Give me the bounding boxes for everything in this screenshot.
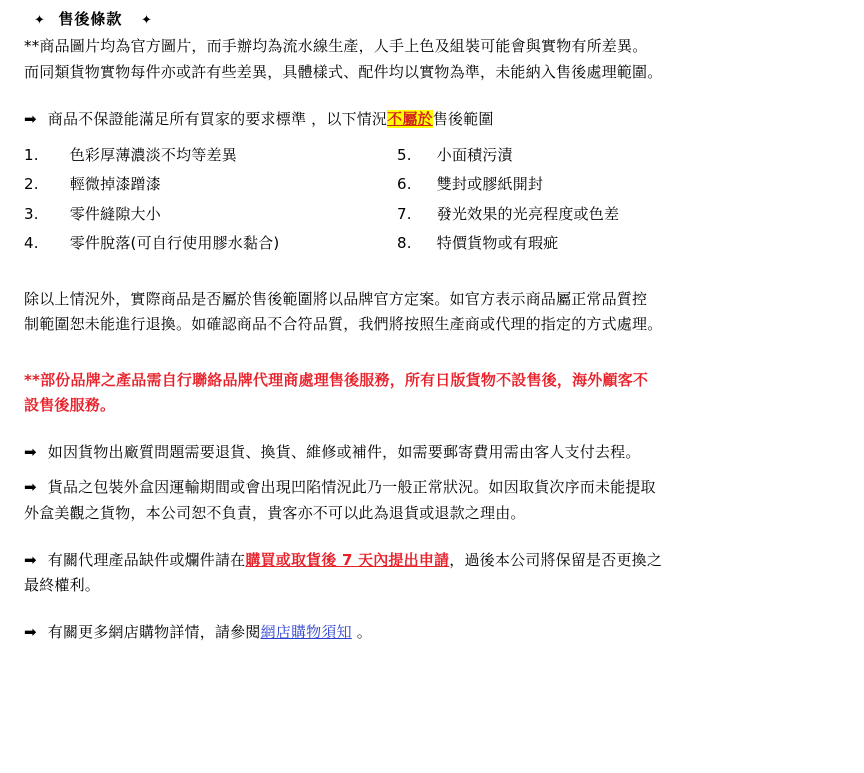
bullet-missing-parts-highlight: 購買或取貨後 7 天內提出申請 xyxy=(245,550,450,569)
bullet-packaging-text-1: 貨品之包裝外盒因運輸期間或會出現凹陷情況此乃一般正常狀況。如因取貨次序而未能提取 xyxy=(47,478,656,497)
item-text: 特價貨物或有瑕疵 xyxy=(436,233,559,252)
exclusion-list xyxy=(24,141,764,258)
bullet-shipping-fee-text: 如因貨物出廠質問題需要退貨、換貨、維修或補件，如需要郵寄費用需由客人支付去程。 xyxy=(47,443,641,461)
item-text: 輕微掉漆蹭漆 xyxy=(69,175,161,194)
diamond-right-icon: ✦ xyxy=(141,13,153,28)
bullet-shop-guide-before: 有關更多網店購物詳情，請參閱 xyxy=(47,623,261,642)
item-text: 零件縫隙大小 xyxy=(69,204,161,223)
bullet-shop-guide xyxy=(24,621,850,644)
arrow-icon: ➡ xyxy=(24,623,37,642)
spacer xyxy=(24,351,850,369)
page-title-text: 售後條款 xyxy=(58,10,123,28)
arrow-icon: ➡ xyxy=(24,478,37,497)
spacer xyxy=(24,611,850,621)
item-text: 零件脫落(可自行使用膠水黏合) xyxy=(69,233,280,252)
intro-line-2: 而同類貨物實物每件亦或許有些差異，具體樣式、配件均以實物為準，未能納入售後處理範圍。 xyxy=(24,62,663,81)
arrow-icon: ➡ xyxy=(24,109,37,128)
item-text: 雙封或膠紙開封 xyxy=(436,175,544,194)
arrow-icon: ➡ xyxy=(24,550,37,569)
spacer xyxy=(24,98,850,108)
item-text: 小面積污漬 xyxy=(436,146,513,164)
table-row xyxy=(24,141,764,170)
bullet-missing-parts-line-1 xyxy=(24,549,850,572)
item-text: 發光效果的光亮程度或色差 xyxy=(436,204,620,223)
shop-guide-link[interactable]: 網店購物須知 xyxy=(260,623,352,642)
bullet-packaging xyxy=(24,476,850,525)
bullet-missing-parts-line-2: 最終權利。 xyxy=(24,576,101,594)
spacer xyxy=(24,466,850,476)
intro-paragraph xyxy=(24,35,850,84)
table-row xyxy=(24,200,764,229)
bullet-shop-guide-after: 。 xyxy=(356,623,372,642)
policy-line-2: 制範圍恕未能進行退換。如確認商品不合符品質，我們將按照生產商或代理的指定的方式處理。 xyxy=(24,315,663,334)
bullet-packaging-line-1 xyxy=(24,476,850,499)
warning-line-2: 設售後服務。 xyxy=(24,395,116,414)
item-number: 7. xyxy=(396,204,412,223)
bullet-shipping-fee xyxy=(24,441,850,464)
arrow-icon: ➡ xyxy=(24,443,37,461)
exclusion-notice xyxy=(24,108,850,131)
item-number: 4. xyxy=(24,233,39,252)
warning-line-1: **部份品牌之產品需自行聯絡品牌代理商處理售後服務，所有日版貨物不設售後，海外顧客不 xyxy=(24,370,649,389)
item-text: 色彩厚薄濃淡不均等差異 xyxy=(69,146,237,164)
page-title xyxy=(34,8,850,31)
item-number: 3. xyxy=(24,204,39,223)
item-number: 1. xyxy=(24,146,39,164)
exclusion-notice-highlight: 不屬於 xyxy=(387,109,433,128)
bullet-missing-parts-before: 有關代理產品缺件或爛件請在 xyxy=(47,550,246,569)
item-number: 5. xyxy=(396,146,412,164)
diamond-left-icon: ✦ xyxy=(34,13,46,28)
bullet-missing-parts xyxy=(24,549,850,598)
table-row xyxy=(24,229,764,258)
spacer xyxy=(24,539,850,549)
item-number: 8. xyxy=(396,233,412,252)
policy-paragraph xyxy=(24,288,850,337)
item-number: 2. xyxy=(24,175,39,194)
item-number: 6. xyxy=(396,175,412,194)
policy-line-1: 除以上情況外，實際商品是否屬於售後範圍將以品牌官方定案。如官方表示商品屬正常品質控 xyxy=(24,290,648,308)
spacer xyxy=(24,431,850,441)
spacer xyxy=(24,258,850,288)
warning-paragraph xyxy=(24,369,850,418)
intro-line-1: **商品圖片均為官方圖片，而手辦均為流水線生產，人手上色及組裝可能會與實物有所差異。 xyxy=(24,37,648,56)
bullet-missing-parts-after: ，過後本公司將保留是否更換之 xyxy=(449,550,663,569)
exclusion-notice-before: 商品不保證能滿足所有買家的要求標準 ，以下情況 xyxy=(47,109,388,128)
exclusion-notice-after: 售後範圍 xyxy=(432,109,494,128)
table-row xyxy=(24,170,764,199)
bullet-packaging-line-2: 外盒美觀之貨物，本公司恕不負責，貴客亦不可以此為退貨或退款之理由。 xyxy=(24,503,526,522)
